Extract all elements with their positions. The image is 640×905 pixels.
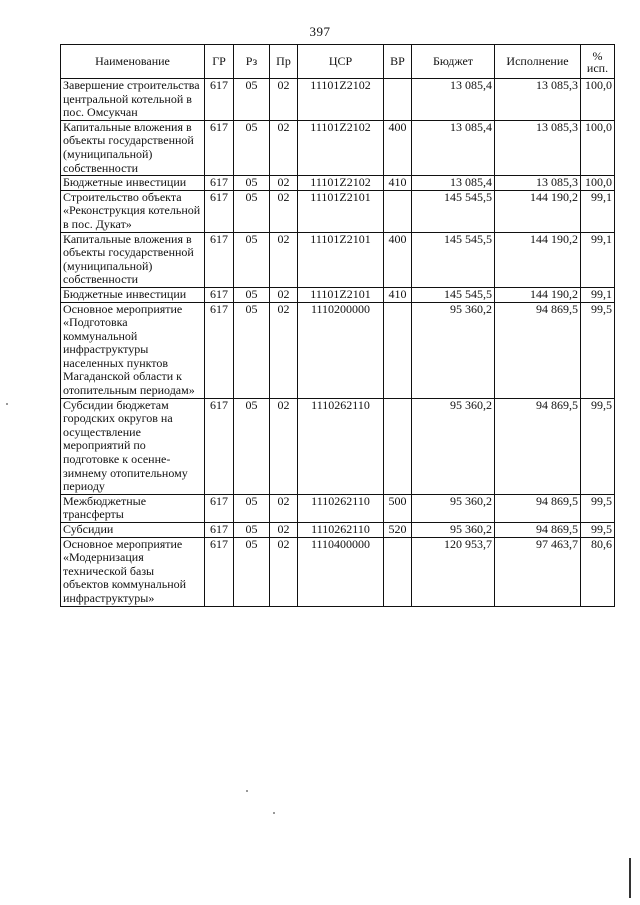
row-name: Капитальные вложения в объекты государственной (муниципальной) собственности <box>61 232 205 287</box>
table-row <box>61 176 615 191</box>
row-gr: 617 <box>205 523 234 538</box>
table-row <box>61 79 615 121</box>
row-csr: 1110262110 <box>298 398 384 494</box>
row-name: Основное мероприятие «Подготовка коммунальной инфраструктуры населенных пунктов Магаданской области к отопительным периодам» <box>61 302 205 398</box>
row-gr: 617 <box>205 537 234 606</box>
row-execution: 13 085,3 <box>495 79 581 121</box>
row-percent: 99,1 <box>581 287 615 302</box>
header-gr: ГР <box>205 45 234 79</box>
row-gr: 617 <box>205 79 234 121</box>
row-gr: 617 <box>205 494 234 522</box>
table-row <box>61 190 615 232</box>
row-gr: 617 <box>205 232 234 287</box>
row-rz: 05 <box>234 494 270 522</box>
row-rz: 05 <box>234 79 270 121</box>
row-budget: 13 085,4 <box>412 176 495 191</box>
row-vr: 500 <box>384 494 412 522</box>
row-pr: 02 <box>270 120 298 175</box>
header-rz: Рз <box>234 45 270 79</box>
row-csr: 11101Z2102 <box>298 176 384 191</box>
row-percent: 100,0 <box>581 120 615 175</box>
row-budget: 145 545,5 <box>412 287 495 302</box>
row-name: Бюджетные инвестиции <box>61 287 205 302</box>
row-percent: 99,5 <box>581 523 615 538</box>
row-name: Капитальные вложения в объекты государственной (муниципальной) собственности <box>61 120 205 175</box>
row-percent: 99,5 <box>581 398 615 494</box>
row-rz: 05 <box>234 398 270 494</box>
row-gr: 617 <box>205 190 234 232</box>
row-name: Строительство объекта «Реконструкция котельной в пос. Дукат» <box>61 190 205 232</box>
scan-speck <box>273 812 275 814</box>
row-gr: 617 <box>205 398 234 494</box>
row-gr: 617 <box>205 287 234 302</box>
row-budget: 95 360,2 <box>412 523 495 538</box>
page-number: 397 <box>309 24 331 39</box>
table-row <box>61 120 615 175</box>
row-vr <box>384 302 412 398</box>
row-csr: 1110262110 <box>298 523 384 538</box>
row-percent: 99,1 <box>581 190 615 232</box>
row-execution: 144 190,2 <box>495 232 581 287</box>
row-pr: 02 <box>270 79 298 121</box>
row-percent: 80,6 <box>581 537 615 606</box>
row-percent: 99,5 <box>581 302 615 398</box>
row-percent: 99,1 <box>581 232 615 287</box>
row-csr: 1110262110 <box>298 494 384 522</box>
row-budget: 145 545,5 <box>412 190 495 232</box>
table-row <box>61 232 615 287</box>
row-pr: 02 <box>270 190 298 232</box>
row-vr <box>384 190 412 232</box>
row-csr: 1110200000 <box>298 302 384 398</box>
row-budget: 95 360,2 <box>412 494 495 522</box>
scan-speck <box>6 403 8 405</box>
row-execution: 13 085,3 <box>495 120 581 175</box>
row-csr: 11101Z2102 <box>298 120 384 175</box>
row-csr: 11101Z2101 <box>298 287 384 302</box>
row-budget: 145 545,5 <box>412 232 495 287</box>
header-pr: Пр <box>270 45 298 79</box>
row-csr: 11101Z2101 <box>298 190 384 232</box>
row-gr: 617 <box>205 302 234 398</box>
row-vr: 400 <box>384 232 412 287</box>
row-name: Субсидии <box>61 523 205 538</box>
row-vr: 410 <box>384 176 412 191</box>
row-budget: 95 360,2 <box>412 302 495 398</box>
header-name: Наименование <box>61 45 205 79</box>
row-vr <box>384 537 412 606</box>
row-rz: 05 <box>234 176 270 191</box>
row-pr: 02 <box>270 287 298 302</box>
row-csr: 1110400000 <box>298 537 384 606</box>
row-rz: 05 <box>234 523 270 538</box>
row-vr <box>384 398 412 494</box>
scan-edge-mark <box>629 858 631 898</box>
header-budget: Бюджет <box>412 45 495 79</box>
row-name: Завершение строительства центральной котельной в пос. Омсукчан <box>61 79 205 121</box>
row-execution: 94 869,5 <box>495 494 581 522</box>
row-execution: 94 869,5 <box>495 398 581 494</box>
table-row <box>61 398 615 494</box>
row-budget: 13 085,4 <box>412 79 495 121</box>
budget-execution-table <box>60 44 615 607</box>
header-execution: Исполнение <box>495 45 581 79</box>
row-percent: 100,0 <box>581 79 615 121</box>
row-pr: 02 <box>270 232 298 287</box>
row-name: Субсидии бюджетам городских округов на осуществление мероприятий по подготовке к осенне-зимнему отопительному периоду <box>61 398 205 494</box>
table-row <box>61 494 615 522</box>
row-gr: 617 <box>205 120 234 175</box>
row-pr: 02 <box>270 523 298 538</box>
row-pr: 02 <box>270 494 298 522</box>
row-vr <box>384 79 412 121</box>
row-budget: 95 360,2 <box>412 398 495 494</box>
row-vr: 520 <box>384 523 412 538</box>
table-row <box>61 523 615 538</box>
row-rz: 05 <box>234 302 270 398</box>
row-name: Бюджетные инвестиции <box>61 176 205 191</box>
row-csr: 11101Z2101 <box>298 232 384 287</box>
table-row <box>61 537 615 606</box>
row-name: Основное мероприятие «Модернизация технической базы объектов коммунальной инфраструктуры» <box>61 537 205 606</box>
table-row <box>61 302 615 398</box>
row-pr: 02 <box>270 398 298 494</box>
row-percent: 100,0 <box>581 176 615 191</box>
scan-speck <box>246 790 248 792</box>
row-rz: 05 <box>234 190 270 232</box>
header-csr: ЦСР <box>298 45 384 79</box>
row-rz: 05 <box>234 120 270 175</box>
row-name: Межбюджетные трансферты <box>61 494 205 522</box>
row-budget: 13 085,4 <box>412 120 495 175</box>
row-pr: 02 <box>270 302 298 398</box>
table-header-row <box>61 45 615 79</box>
row-csr: 11101Z2102 <box>298 79 384 121</box>
row-vr: 410 <box>384 287 412 302</box>
row-percent: 99,5 <box>581 494 615 522</box>
header-percent: % исп. <box>581 45 615 79</box>
row-rz: 05 <box>234 232 270 287</box>
row-execution: 144 190,2 <box>495 287 581 302</box>
row-pr: 02 <box>270 537 298 606</box>
row-gr: 617 <box>205 176 234 191</box>
row-pr: 02 <box>270 176 298 191</box>
row-budget: 120 953,7 <box>412 537 495 606</box>
row-execution: 144 190,2 <box>495 190 581 232</box>
header-vr: ВР <box>384 45 412 79</box>
row-execution: 97 463,7 <box>495 537 581 606</box>
row-execution: 94 869,5 <box>495 523 581 538</box>
row-execution: 94 869,5 <box>495 302 581 398</box>
row-vr: 400 <box>384 120 412 175</box>
row-rz: 05 <box>234 537 270 606</box>
table-row <box>61 287 615 302</box>
row-rz: 05 <box>234 287 270 302</box>
row-execution: 13 085,3 <box>495 176 581 191</box>
